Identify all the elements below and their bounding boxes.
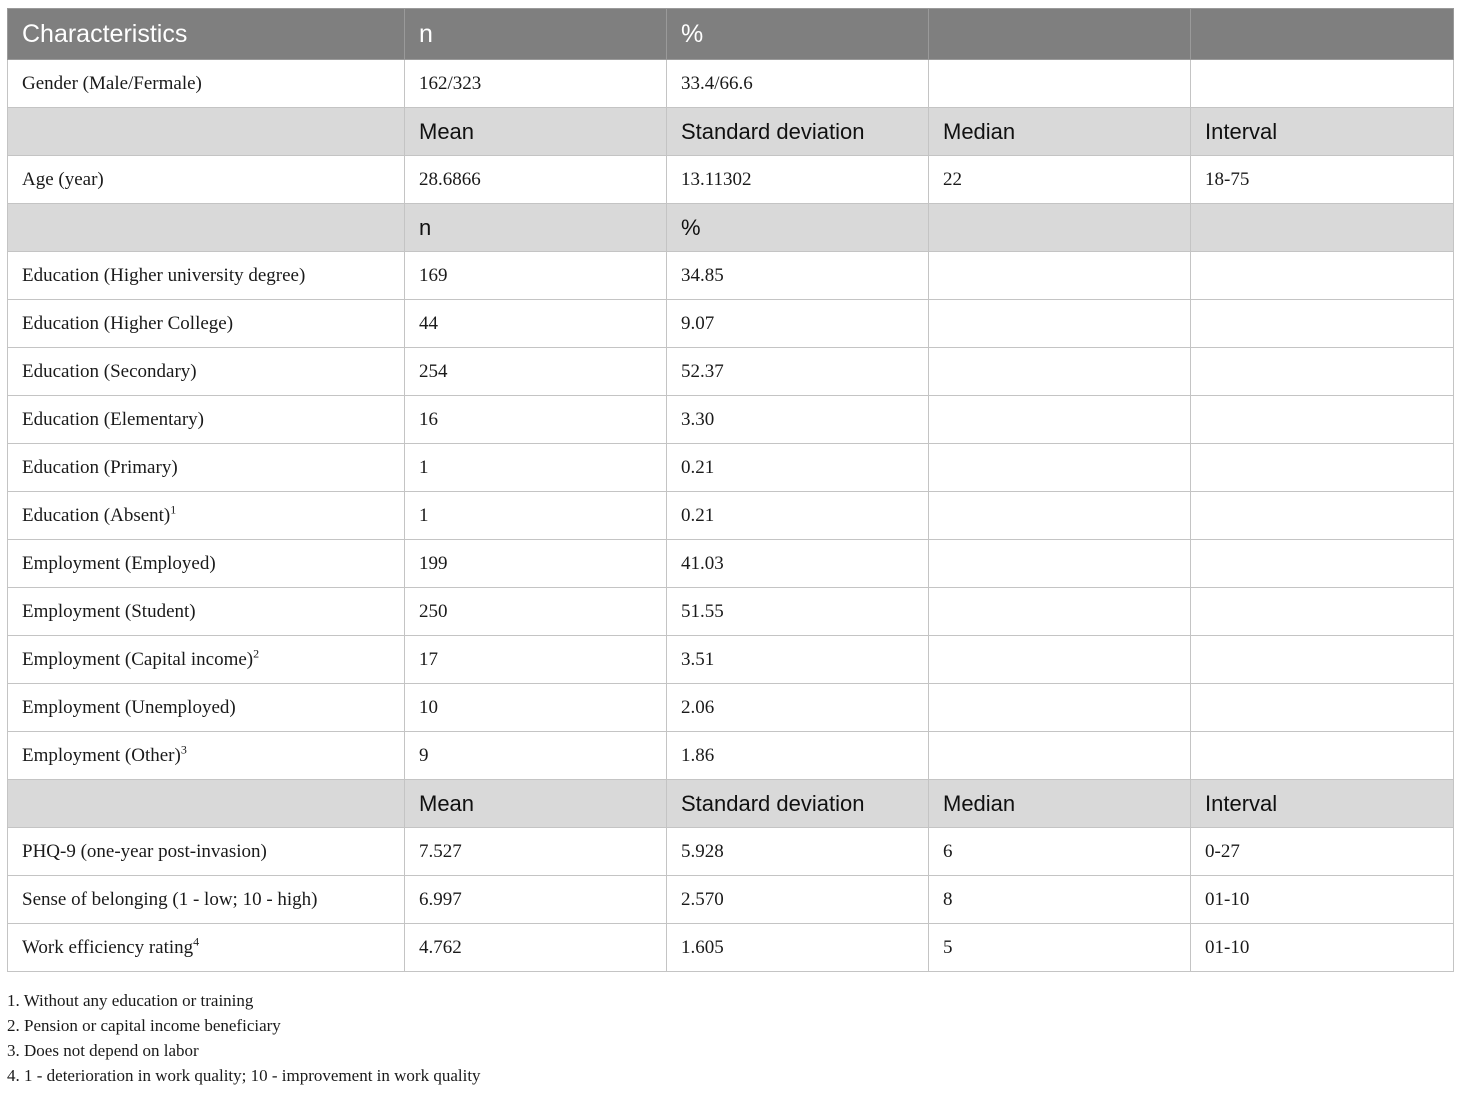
row-label-text: Employment (Other) <box>22 744 181 766</box>
cell-empty <box>1191 444 1454 492</box>
row-label-text: Sense of belonging (1 - low; 10 - high) <box>22 888 318 910</box>
cell-empty <box>929 252 1191 300</box>
cell-sd: 1.605 <box>667 924 929 972</box>
row-label <box>8 876 405 924</box>
table-row <box>8 252 1454 300</box>
cell-n: 44 <box>405 300 667 348</box>
row-label-text: Employment (Student) <box>22 600 196 622</box>
footnote-marker: 2 <box>253 646 260 661</box>
cell-empty <box>1191 348 1454 396</box>
cell-percent: 52.37 <box>667 348 929 396</box>
cell-n: 9 <box>405 732 667 780</box>
row-label <box>8 588 405 636</box>
cell-n: 1 <box>405 444 667 492</box>
cell-percent: 9.07 <box>667 300 929 348</box>
table-row-gender <box>8 60 1454 108</box>
cell-n: 169 <box>405 252 667 300</box>
cell-empty <box>1191 300 1454 348</box>
table-row <box>8 396 1454 444</box>
gender-empty-5 <box>1191 60 1454 108</box>
subheader-mean: Mean <box>405 108 667 156</box>
table-row <box>8 588 1454 636</box>
stats-rows-body <box>8 828 1454 972</box>
age-label: Age (year) <box>8 156 405 204</box>
cell-empty <box>929 444 1191 492</box>
table-row <box>8 684 1454 732</box>
header-percent: % <box>667 9 929 60</box>
cell-interval: 01-10 <box>1191 924 1454 972</box>
subheader-empty <box>8 780 405 828</box>
cell-n: 250 <box>405 588 667 636</box>
cell-empty <box>929 540 1191 588</box>
table-row <box>8 348 1454 396</box>
cell-n: 16 <box>405 396 667 444</box>
cell-empty <box>929 588 1191 636</box>
cell-sd: 2.570 <box>667 876 929 924</box>
subheader-sd: Standard deviation <box>667 108 929 156</box>
cell-empty <box>929 492 1191 540</box>
row-label <box>8 300 405 348</box>
cell-mean: 6.997 <box>405 876 667 924</box>
table-row <box>8 924 1454 972</box>
characteristics-table <box>7 8 1454 972</box>
subheader-median: Median <box>929 780 1191 828</box>
subheader-interval: Interval <box>1191 108 1454 156</box>
cell-empty <box>929 300 1191 348</box>
row-label-text: Education (Absent) <box>22 504 171 526</box>
row-label-text: Education (Higher university degree) <box>22 264 306 286</box>
age-median: 22 <box>929 156 1191 204</box>
cell-empty <box>1191 396 1454 444</box>
table-row <box>8 540 1454 588</box>
row-label <box>8 492 405 540</box>
row-label <box>8 540 405 588</box>
cell-percent: 34.85 <box>667 252 929 300</box>
header-characteristics: Characteristics <box>8 9 405 60</box>
footnotes <box>7 988 481 1088</box>
cell-empty <box>1191 684 1454 732</box>
subheader-empty-5 <box>1191 204 1454 252</box>
age-sd: 13.11302 <box>667 156 929 204</box>
table-row <box>8 876 1454 924</box>
cell-percent: 3.30 <box>667 396 929 444</box>
header-empty-4 <box>929 9 1191 60</box>
row-label <box>8 636 405 684</box>
footnote-marker: 4 <box>193 934 200 949</box>
table-row-age <box>8 156 1454 204</box>
footnote-4: 4. 1 - deterioration in work quality; 10 - improvement in work quality <box>7 1066 481 1085</box>
row-label-text: Employment (Capital income) <box>22 648 254 670</box>
cell-n: 1 <box>405 492 667 540</box>
subheader-row-counts <box>8 204 1454 252</box>
cell-empty <box>929 396 1191 444</box>
row-label <box>8 396 405 444</box>
count-rows-body <box>8 252 1454 780</box>
subheader-empty-4 <box>929 204 1191 252</box>
row-label-text: Work efficiency rating <box>22 936 194 958</box>
cell-n: 254 <box>405 348 667 396</box>
subheader-empty <box>8 108 405 156</box>
subheader-n: n <box>405 204 667 252</box>
row-label-text: Employment (Employed) <box>22 552 216 574</box>
cell-empty <box>1191 588 1454 636</box>
gender-empty-4 <box>929 60 1191 108</box>
cell-empty <box>929 348 1191 396</box>
cell-median: 5 <box>929 924 1191 972</box>
footnote-marker: 3 <box>180 742 187 757</box>
cell-empty <box>1191 636 1454 684</box>
cell-median: 8 <box>929 876 1191 924</box>
cell-percent: 1.86 <box>667 732 929 780</box>
cell-n: 17 <box>405 636 667 684</box>
subheader-empty <box>8 204 405 252</box>
table-row <box>8 492 1454 540</box>
cell-interval: 0-27 <box>1191 828 1454 876</box>
table-row <box>8 732 1454 780</box>
header-empty-5 <box>1191 9 1454 60</box>
footnote-1: 1. Without any education or training <box>7 991 254 1010</box>
cell-empty <box>929 636 1191 684</box>
cell-percent: 0.21 <box>667 444 929 492</box>
subheader-row-stats-2 <box>8 780 1454 828</box>
cell-empty <box>929 684 1191 732</box>
table-header-row <box>8 9 1454 60</box>
table-row <box>8 300 1454 348</box>
header-n: n <box>405 9 667 60</box>
row-label-text: Employment (Unemployed) <box>22 696 236 718</box>
row-label <box>8 444 405 492</box>
row-label <box>8 732 405 780</box>
table-row <box>8 828 1454 876</box>
row-label-text: Education (Higher College) <box>22 312 234 334</box>
cell-n: 10 <box>405 684 667 732</box>
row-label-text: Education (Elementary) <box>22 408 205 430</box>
cell-n: 199 <box>405 540 667 588</box>
cell-empty <box>1191 492 1454 540</box>
gender-n: 162/323 <box>405 60 667 108</box>
age-mean: 28.6866 <box>405 156 667 204</box>
cell-mean: 4.762 <box>405 924 667 972</box>
cell-mean: 7.527 <box>405 828 667 876</box>
gender-label: Gender (Male/Fermale) <box>8 60 405 108</box>
row-label <box>8 348 405 396</box>
row-label <box>8 924 405 972</box>
subheader-median: Median <box>929 108 1191 156</box>
cell-median: 6 <box>929 828 1191 876</box>
subheader-mean: Mean <box>405 780 667 828</box>
footnote-2: 2. Pension or capital income beneficiary <box>7 1016 281 1035</box>
row-label-text: Education (Secondary) <box>22 360 197 382</box>
subheader-row-stats-1 <box>8 108 1454 156</box>
footnote-3: 3. Does not depend on labor <box>7 1041 199 1060</box>
row-label-text: PHQ-9 (one-year post-invasion) <box>22 840 267 862</box>
table-row <box>8 636 1454 684</box>
row-label <box>8 828 405 876</box>
cell-interval: 01-10 <box>1191 876 1454 924</box>
row-label <box>8 684 405 732</box>
cell-empty <box>929 732 1191 780</box>
cell-empty <box>1191 252 1454 300</box>
table-row <box>8 444 1454 492</box>
cell-empty <box>1191 540 1454 588</box>
cell-percent: 41.03 <box>667 540 929 588</box>
characteristics-table-container <box>7 8 1453 972</box>
row-label <box>8 252 405 300</box>
age-interval: 18-75 <box>1191 156 1454 204</box>
cell-percent: 2.06 <box>667 684 929 732</box>
gender-percent: 33.4/66.6 <box>667 60 929 108</box>
row-label-text: Education (Primary) <box>22 456 178 478</box>
subheader-interval: Interval <box>1191 780 1454 828</box>
cell-percent: 51.55 <box>667 588 929 636</box>
footnote-marker: 1 <box>170 502 177 517</box>
cell-percent: 3.51 <box>667 636 929 684</box>
cell-percent: 0.21 <box>667 492 929 540</box>
subheader-percent: % <box>667 204 929 252</box>
subheader-sd: Standard deviation <box>667 780 929 828</box>
cell-empty <box>1191 732 1454 780</box>
cell-sd: 5.928 <box>667 828 929 876</box>
